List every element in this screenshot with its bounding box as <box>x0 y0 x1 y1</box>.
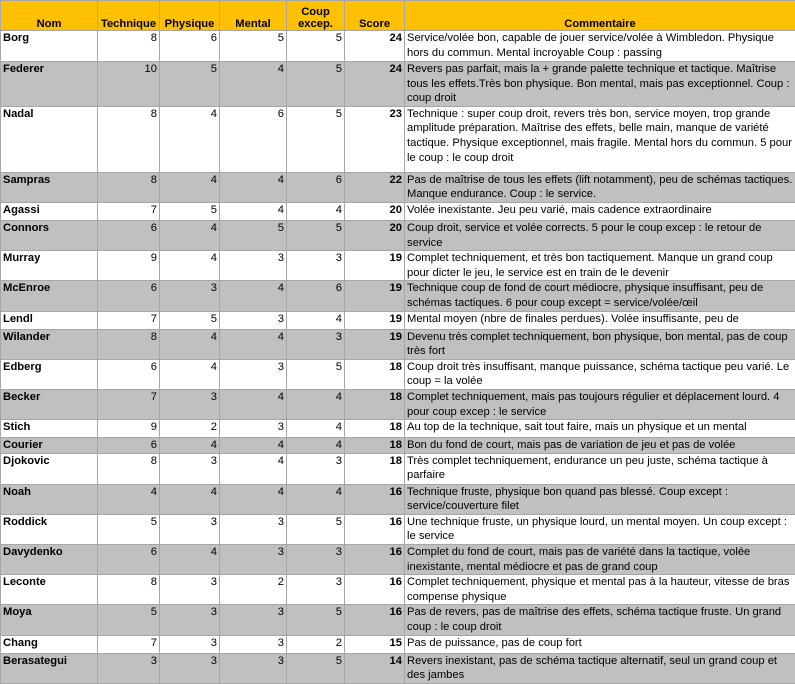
header-score: Score <box>345 1 405 31</box>
table-row <box>1 359 795 389</box>
cell-mental: 3 <box>220 653 287 683</box>
cell-physique: 3 <box>160 514 220 544</box>
cell-coup-excep: 4 <box>287 438 345 454</box>
table-row <box>1 172 795 202</box>
cell-physique: 3 <box>160 653 220 683</box>
cell-nom: Chang <box>1 635 98 653</box>
cell-coup-excep: 4 <box>287 311 345 329</box>
cell-commentaire: Pas de puissance, pas de coup fort <box>405 635 795 653</box>
cell-nom: Connors <box>1 220 98 250</box>
header-technique: Technique <box>98 1 160 31</box>
cell-coup-excep: 5 <box>287 605 345 635</box>
cell-mental: 3 <box>220 420 287 438</box>
cell-coup-excep: 3 <box>287 251 345 281</box>
cell-commentaire: Mental moyen (nbre de finales perdues). Volée insuffisante, peu de <box>405 311 795 329</box>
cell-physique: 5 <box>160 62 220 107</box>
cell-technique: 3 <box>98 653 160 683</box>
cell-physique: 3 <box>160 281 220 311</box>
header-row <box>1 1 795 31</box>
cell-nom: Becker <box>1 389 98 419</box>
cell-physique: 3 <box>160 605 220 635</box>
cell-technique: 8 <box>98 106 160 172</box>
cell-commentaire: Technique : super coup droit, revers très bon, service moyen, trop grande amplitude préparation. Maîtrise des effets, belle main, manque de variété tactique. Physique exceptionnel, mais fragile. Mental hors du commun. 5 pour le coup : le coup droit <box>405 106 795 172</box>
cell-mental: 4 <box>220 484 287 514</box>
cell-technique: 8 <box>98 172 160 202</box>
table-row <box>1 420 795 438</box>
cell-score: 18 <box>345 453 405 484</box>
table-row <box>1 484 795 514</box>
cell-nom: Djokovic <box>1 453 98 484</box>
cell-commentaire: Complet techniquement, physique et mental pas à la hauteur, vitesse de bras compense physique <box>405 575 795 605</box>
cell-commentaire: Coup droit très insuffisant, manque puissance, schéma tactique peu varié. Le coup = la volée <box>405 359 795 389</box>
cell-score: 16 <box>345 575 405 605</box>
cell-commentaire: Une technique fruste, un physique lourd, un mental moyen. Un coup except : le service <box>405 514 795 544</box>
cell-technique: 4 <box>98 484 160 514</box>
cell-technique: 10 <box>98 62 160 107</box>
cell-score: 19 <box>345 251 405 281</box>
cell-commentaire: Bon du fond de court, mais pas de variation de jeu et pas de volée <box>405 438 795 454</box>
cell-nom: Nadal <box>1 106 98 172</box>
cell-commentaire: Service/volée bon, capable de jouer service/volée à Wimbledon. Physique hors du commun. Mental incroyable Coup : passing <box>405 31 795 62</box>
cell-mental: 3 <box>220 635 287 653</box>
cell-technique: 6 <box>98 438 160 454</box>
cell-coup-excep: 4 <box>287 202 345 220</box>
cell-score: 24 <box>345 31 405 62</box>
cell-mental: 3 <box>220 545 287 575</box>
cell-nom: Sampras <box>1 172 98 202</box>
cell-score: 19 <box>345 281 405 311</box>
cell-mental: 5 <box>220 220 287 250</box>
cell-physique: 4 <box>160 359 220 389</box>
cell-physique: 5 <box>160 202 220 220</box>
cell-nom: Roddick <box>1 514 98 544</box>
table-row <box>1 575 795 605</box>
table-row <box>1 453 795 484</box>
cell-commentaire: Très complet techniquement, endurance un peu juste, schéma tactique à parfaire <box>405 453 795 484</box>
header-coup-excep: Coup excep. <box>287 1 345 31</box>
cell-physique: 3 <box>160 575 220 605</box>
cell-commentaire: Complet techniquement, et très bon tactiquement. Manque un grand coup pour dicter le jeu, le service est en train de le devenir <box>405 251 795 281</box>
cell-score: 19 <box>345 329 405 359</box>
cell-nom: Murray <box>1 251 98 281</box>
cell-physique: 4 <box>160 329 220 359</box>
cell-score: 15 <box>345 635 405 653</box>
cell-physique: 4 <box>160 106 220 172</box>
table-body <box>1 31 795 684</box>
cell-score: 16 <box>345 605 405 635</box>
cell-score: 16 <box>345 514 405 544</box>
cell-technique: 6 <box>98 281 160 311</box>
table-row <box>1 106 795 172</box>
cell-physique: 3 <box>160 389 220 419</box>
cell-physique: 4 <box>160 172 220 202</box>
cell-coup-excep: 5 <box>287 653 345 683</box>
table-row <box>1 281 795 311</box>
table-row <box>1 635 795 653</box>
table-row <box>1 202 795 220</box>
table-row <box>1 62 795 107</box>
cell-score: 20 <box>345 202 405 220</box>
cell-commentaire: Revers pas parfait, mais la + grande palette technique et tactique. Maîtrise tous les effets.Très bon physique. Bon mental, mais pas exceptionnel. Coup : coup droit <box>405 62 795 107</box>
cell-mental: 3 <box>220 359 287 389</box>
cell-nom: Wilander <box>1 329 98 359</box>
cell-nom: Agassi <box>1 202 98 220</box>
cell-physique: 4 <box>160 251 220 281</box>
header-nom: Nom <box>1 1 98 31</box>
cell-score: 18 <box>345 359 405 389</box>
cell-nom: Edberg <box>1 359 98 389</box>
cell-mental: 3 <box>220 311 287 329</box>
cell-physique: 4 <box>160 484 220 514</box>
cell-nom: Moya <box>1 605 98 635</box>
cell-commentaire: Revers inexistant, pas de schéma tactique alternatif, seul un grand coup et des jambes <box>405 653 795 683</box>
cell-technique: 8 <box>98 575 160 605</box>
cell-nom: Davydenko <box>1 545 98 575</box>
cell-mental: 4 <box>220 438 287 454</box>
cell-mental: 4 <box>220 453 287 484</box>
cell-nom: Courier <box>1 438 98 454</box>
cell-score: 22 <box>345 172 405 202</box>
table-row <box>1 220 795 250</box>
cell-score: 19 <box>345 311 405 329</box>
cell-commentaire: Volée inexistante. Jeu peu varié, mais cadence extraordinaire <box>405 202 795 220</box>
cell-mental: 2 <box>220 575 287 605</box>
cell-coup-excep: 5 <box>287 514 345 544</box>
cell-technique: 7 <box>98 311 160 329</box>
cell-coup-excep: 4 <box>287 389 345 419</box>
cell-physique: 4 <box>160 438 220 454</box>
cell-coup-excep: 6 <box>287 172 345 202</box>
table-row <box>1 545 795 575</box>
table-row <box>1 438 795 454</box>
table-row <box>1 389 795 419</box>
cell-score: 14 <box>345 653 405 683</box>
cell-mental: 5 <box>220 31 287 62</box>
cell-mental: 4 <box>220 389 287 419</box>
cell-coup-excep: 4 <box>287 484 345 514</box>
cell-technique: 7 <box>98 202 160 220</box>
cell-commentaire: Pas de revers, pas de maîtrise des effets, schéma tactique fruste. Un grand coup : le coup droit <box>405 605 795 635</box>
cell-physique: 4 <box>160 545 220 575</box>
cell-physique: 3 <box>160 453 220 484</box>
cell-nom: Lendl <box>1 311 98 329</box>
cell-commentaire: Pas de maîtrise de tous les effets (lift notamment), peu de schémas tactiques. Manque endurance. Coup : le service. <box>405 172 795 202</box>
cell-technique: 9 <box>98 251 160 281</box>
cell-coup-excep: 5 <box>287 359 345 389</box>
cell-commentaire: Devenu très complet techniquement, bon physique, bon mental, pas de coup très fort <box>405 329 795 359</box>
cell-mental: 4 <box>220 329 287 359</box>
cell-physique: 6 <box>160 31 220 62</box>
table-row <box>1 251 795 281</box>
cell-commentaire: Au top de la technique, sait tout faire, mais un physique et un mental <box>405 420 795 438</box>
cell-commentaire: Complet du fond de court, mais pas de variété dans la tactique, volée inexistante, mental médiocre et pas de grand coup <box>405 545 795 575</box>
cell-mental: 4 <box>220 172 287 202</box>
cell-score: 23 <box>345 106 405 172</box>
cell-technique: 7 <box>98 635 160 653</box>
table-row <box>1 653 795 683</box>
cell-coup-excep: 2 <box>287 635 345 653</box>
table-row <box>1 605 795 635</box>
cell-physique: 2 <box>160 420 220 438</box>
cell-coup-excep: 5 <box>287 62 345 107</box>
cell-technique: 8 <box>98 329 160 359</box>
cell-score: 18 <box>345 389 405 419</box>
cell-technique: 6 <box>98 220 160 250</box>
cell-technique: 8 <box>98 453 160 484</box>
table-row <box>1 514 795 544</box>
cell-coup-excep: 5 <box>287 31 345 62</box>
cell-coup-excep: 4 <box>287 420 345 438</box>
cell-technique: 6 <box>98 545 160 575</box>
cell-physique: 3 <box>160 635 220 653</box>
cell-nom: McEnroe <box>1 281 98 311</box>
cell-coup-excep: 3 <box>287 545 345 575</box>
header-physique: Physique <box>160 1 220 31</box>
cell-coup-excep: 6 <box>287 281 345 311</box>
cell-physique: 5 <box>160 311 220 329</box>
cell-score: 24 <box>345 62 405 107</box>
cell-technique: 9 <box>98 420 160 438</box>
cell-technique: 6 <box>98 359 160 389</box>
cell-score: 20 <box>345 220 405 250</box>
table-row <box>1 31 795 62</box>
cell-coup-excep: 3 <box>287 575 345 605</box>
cell-score: 16 <box>345 484 405 514</box>
cell-technique: 7 <box>98 389 160 419</box>
cell-technique: 8 <box>98 31 160 62</box>
cell-score: 18 <box>345 438 405 454</box>
cell-nom: Noah <box>1 484 98 514</box>
cell-score: 18 <box>345 420 405 438</box>
cell-physique: 4 <box>160 220 220 250</box>
cell-mental: 3 <box>220 605 287 635</box>
cell-commentaire: Technique fruste, physique bon quand pas blessé. Coup except : service/couverture filet <box>405 484 795 514</box>
cell-mental: 4 <box>220 202 287 220</box>
table-row <box>1 329 795 359</box>
header-mental: Mental <box>220 1 287 31</box>
cell-mental: 3 <box>220 514 287 544</box>
cell-commentaire: Technique coup de fond de court médiocre, physique insuffisant, peu de schémas tactiques. 6 pour coup except = service/volée/œil <box>405 281 795 311</box>
cell-technique: 5 <box>98 605 160 635</box>
cell-coup-excep: 3 <box>287 453 345 484</box>
cell-mental: 4 <box>220 281 287 311</box>
cell-nom: Borg <box>1 31 98 62</box>
cell-coup-excep: 5 <box>287 220 345 250</box>
cell-technique: 5 <box>98 514 160 544</box>
cell-coup-excep: 5 <box>287 106 345 172</box>
table-row <box>1 311 795 329</box>
cell-coup-excep: 3 <box>287 329 345 359</box>
cell-score: 16 <box>345 545 405 575</box>
cell-nom: Berasategui <box>1 653 98 683</box>
cell-commentaire: Coup droit, service et volée corrects. 5 pour le coup excep : le retour de service <box>405 220 795 250</box>
cell-nom: Stich <box>1 420 98 438</box>
header-commentaire: Commentaire <box>405 1 795 31</box>
cell-nom: Leconte <box>1 575 98 605</box>
cell-nom: Federer <box>1 62 98 107</box>
cell-mental: 3 <box>220 251 287 281</box>
cell-mental: 4 <box>220 62 287 107</box>
cell-mental: 6 <box>220 106 287 172</box>
cell-commentaire: Complet techniquement, mais pas toujours régulier et déplacement lourd. 4 pour coup excep : le service <box>405 389 795 419</box>
